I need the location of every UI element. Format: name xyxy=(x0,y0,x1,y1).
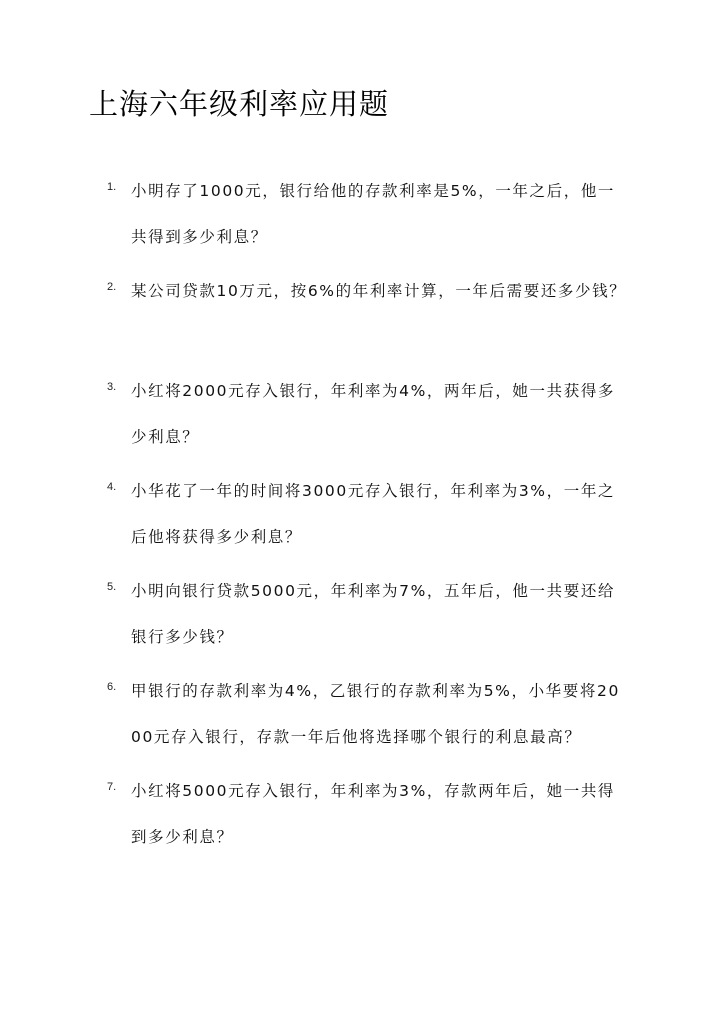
question-number: 1. xyxy=(107,181,117,193)
question-number: 7. xyxy=(107,781,117,793)
question-item-1 xyxy=(0,168,720,268)
question-number: 5. xyxy=(107,581,117,593)
question-text: 小红将5000元存入银行，年利率为3%，存款两年后，她一共得到多少利息？ xyxy=(131,782,616,846)
question-number: 2. xyxy=(107,281,117,293)
question-item-6 xyxy=(0,668,720,768)
question-number: 6. xyxy=(107,681,117,693)
question-item-4 xyxy=(0,468,720,568)
page-title: 上海六年级利率应用题 xyxy=(89,87,390,121)
question-text: 小华花了一年的时间将3000元存入银行，年利率为3%，一年之后他将获得多少利息？ xyxy=(131,482,616,546)
question-item-7 xyxy=(0,768,720,868)
question-item-2 xyxy=(0,268,720,368)
question-text: 小明存了1000元，银行给他的存款利率是5%，一年之后，他一共得到多少利息？ xyxy=(131,182,616,246)
question-text: 小红将2000元存入银行，年利率为4%，两年后，她一共获得多少利息？ xyxy=(131,382,616,446)
question-item-3 xyxy=(0,368,720,468)
question-number: 4. xyxy=(107,481,117,493)
question-item-5 xyxy=(0,568,720,668)
question-text: 某公司贷款10万元，按6%的年利率计算，一年后需要还多少钱？ xyxy=(131,282,627,300)
question-number: 3. xyxy=(107,381,117,393)
question-text: 小明向银行贷款5000元，年利率为7%，五年后，他一共要还给银行多少钱？ xyxy=(131,582,616,646)
question-list xyxy=(0,168,720,868)
question-text: 甲银行的存款利率为4%，乙银行的存款利率为5%，小华要将2000元存入银行，存款一年后他将选择哪个银行的利息最高？ xyxy=(131,682,620,746)
